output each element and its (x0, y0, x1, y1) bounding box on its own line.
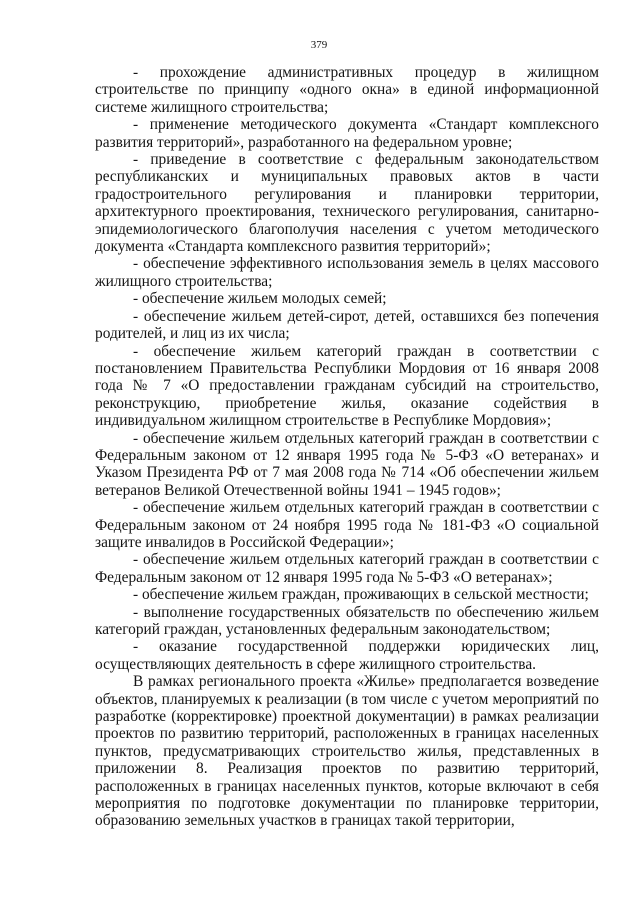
paragraph-disabled-persons: - обеспечение жильем отдельных категорий граждан в соответствии с Федеральным законом от 24 ноября 1995 года № 181-ФЗ «О социальной защите инвалидов в Российской Федерации»; (95, 499, 599, 551)
paragraph-rural-residents: - обеспечение жильем граждан, проживающих в сельской местности; (133, 586, 589, 604)
paragraph-state-obligations: - выполнение государственных обязательств по обеспечению жильем категорий граждан, установленных федеральным законодательством; (95, 603, 599, 638)
paragraph-young-families: - обеспечение жильем молодых семей; (133, 290, 387, 308)
paragraph-land-use: - обеспечение эффективного использования земель в целях массового жилищного строительства; (95, 255, 599, 290)
paragraph-orphans: - обеспечение жильем детей-сирот, детей, оставшихся без попечения родителей, и лиц из их числа; (95, 307, 599, 343)
paragraph-single-window: - прохождение административных процедур в жилищном строительстве по принципу «одного окна» в единой информационной системе жилищного строительства; (95, 64, 599, 116)
paragraph-mordovia-resolution: - обеспечение жильем категорий граждан в соответствии с постановлением Правительства Республики Мордовия от 16 января 2008 года № 7 «О предоставлении гражданам субсидий на строительство, реконструкцию, приобретение жилья, оказание содействия в индивидуальном жилищном строительстве в Республике Мордовия»; (95, 342, 599, 430)
page-number: 379 (310, 39, 328, 51)
paragraph-methodological-document: - применение методического документа «Стандарт комплексного развития территорий», разработанного на федеральном уровне; (95, 116, 599, 151)
paragraph-legal-alignment: - приведение в соответствие с федеральным законодательством республиканских и муниципальных правовых актов в части градостроительного регулирования и планировки территории, архитектурного проектирования, технического регулирования, санитарно-эпидемиологического благополучия населения с учетом методического документа «Стандарта комплексного развития территорий»; (95, 151, 599, 256)
paragraph-legal-entities-support: - оказание государственной поддержки юридических лиц, осуществляющих деятельность в сфере жилищного строительства. (95, 638, 599, 673)
paragraph-veterans-law: - обеспечение жильем отдельных категорий граждан в соответствии с Федеральным законом от 12 января 1995 года № 5-ФЗ «О ветеранах»; (95, 551, 599, 586)
paragraph-regional-project: В рамках регионального проекта «Жилье» предполагается возведение объектов, планируемых к реализации (в том числе с учетом мероприятий по разработке (корректировке) проектной документации) в рамках реализации проектов по развитию территорий, расположенных в границах населенных пунктов, предусматривающих строительство жилья, представленных в приложении 8. Реализация проектов по развитию территорий, расположенных в границах населенных пунктов, которые включают в себя мероприятия по подготовке документации по планировке территории, образованию земельных участков в границах такой территории, (95, 673, 599, 830)
document-body (95, 64, 599, 830)
paragraph-veterans-decree: - обеспечение жильем отдельных категорий граждан в соответствии с Федеральным законом от 12 января 1995 года № 5-ФЗ «О ветеранах» и Указом Президента РФ от 7 мая 2008 года № 714 «Об обеспечении жильем ветеранов Великой Отечественной войны 1941 – 1945 годов»; (95, 429, 599, 499)
